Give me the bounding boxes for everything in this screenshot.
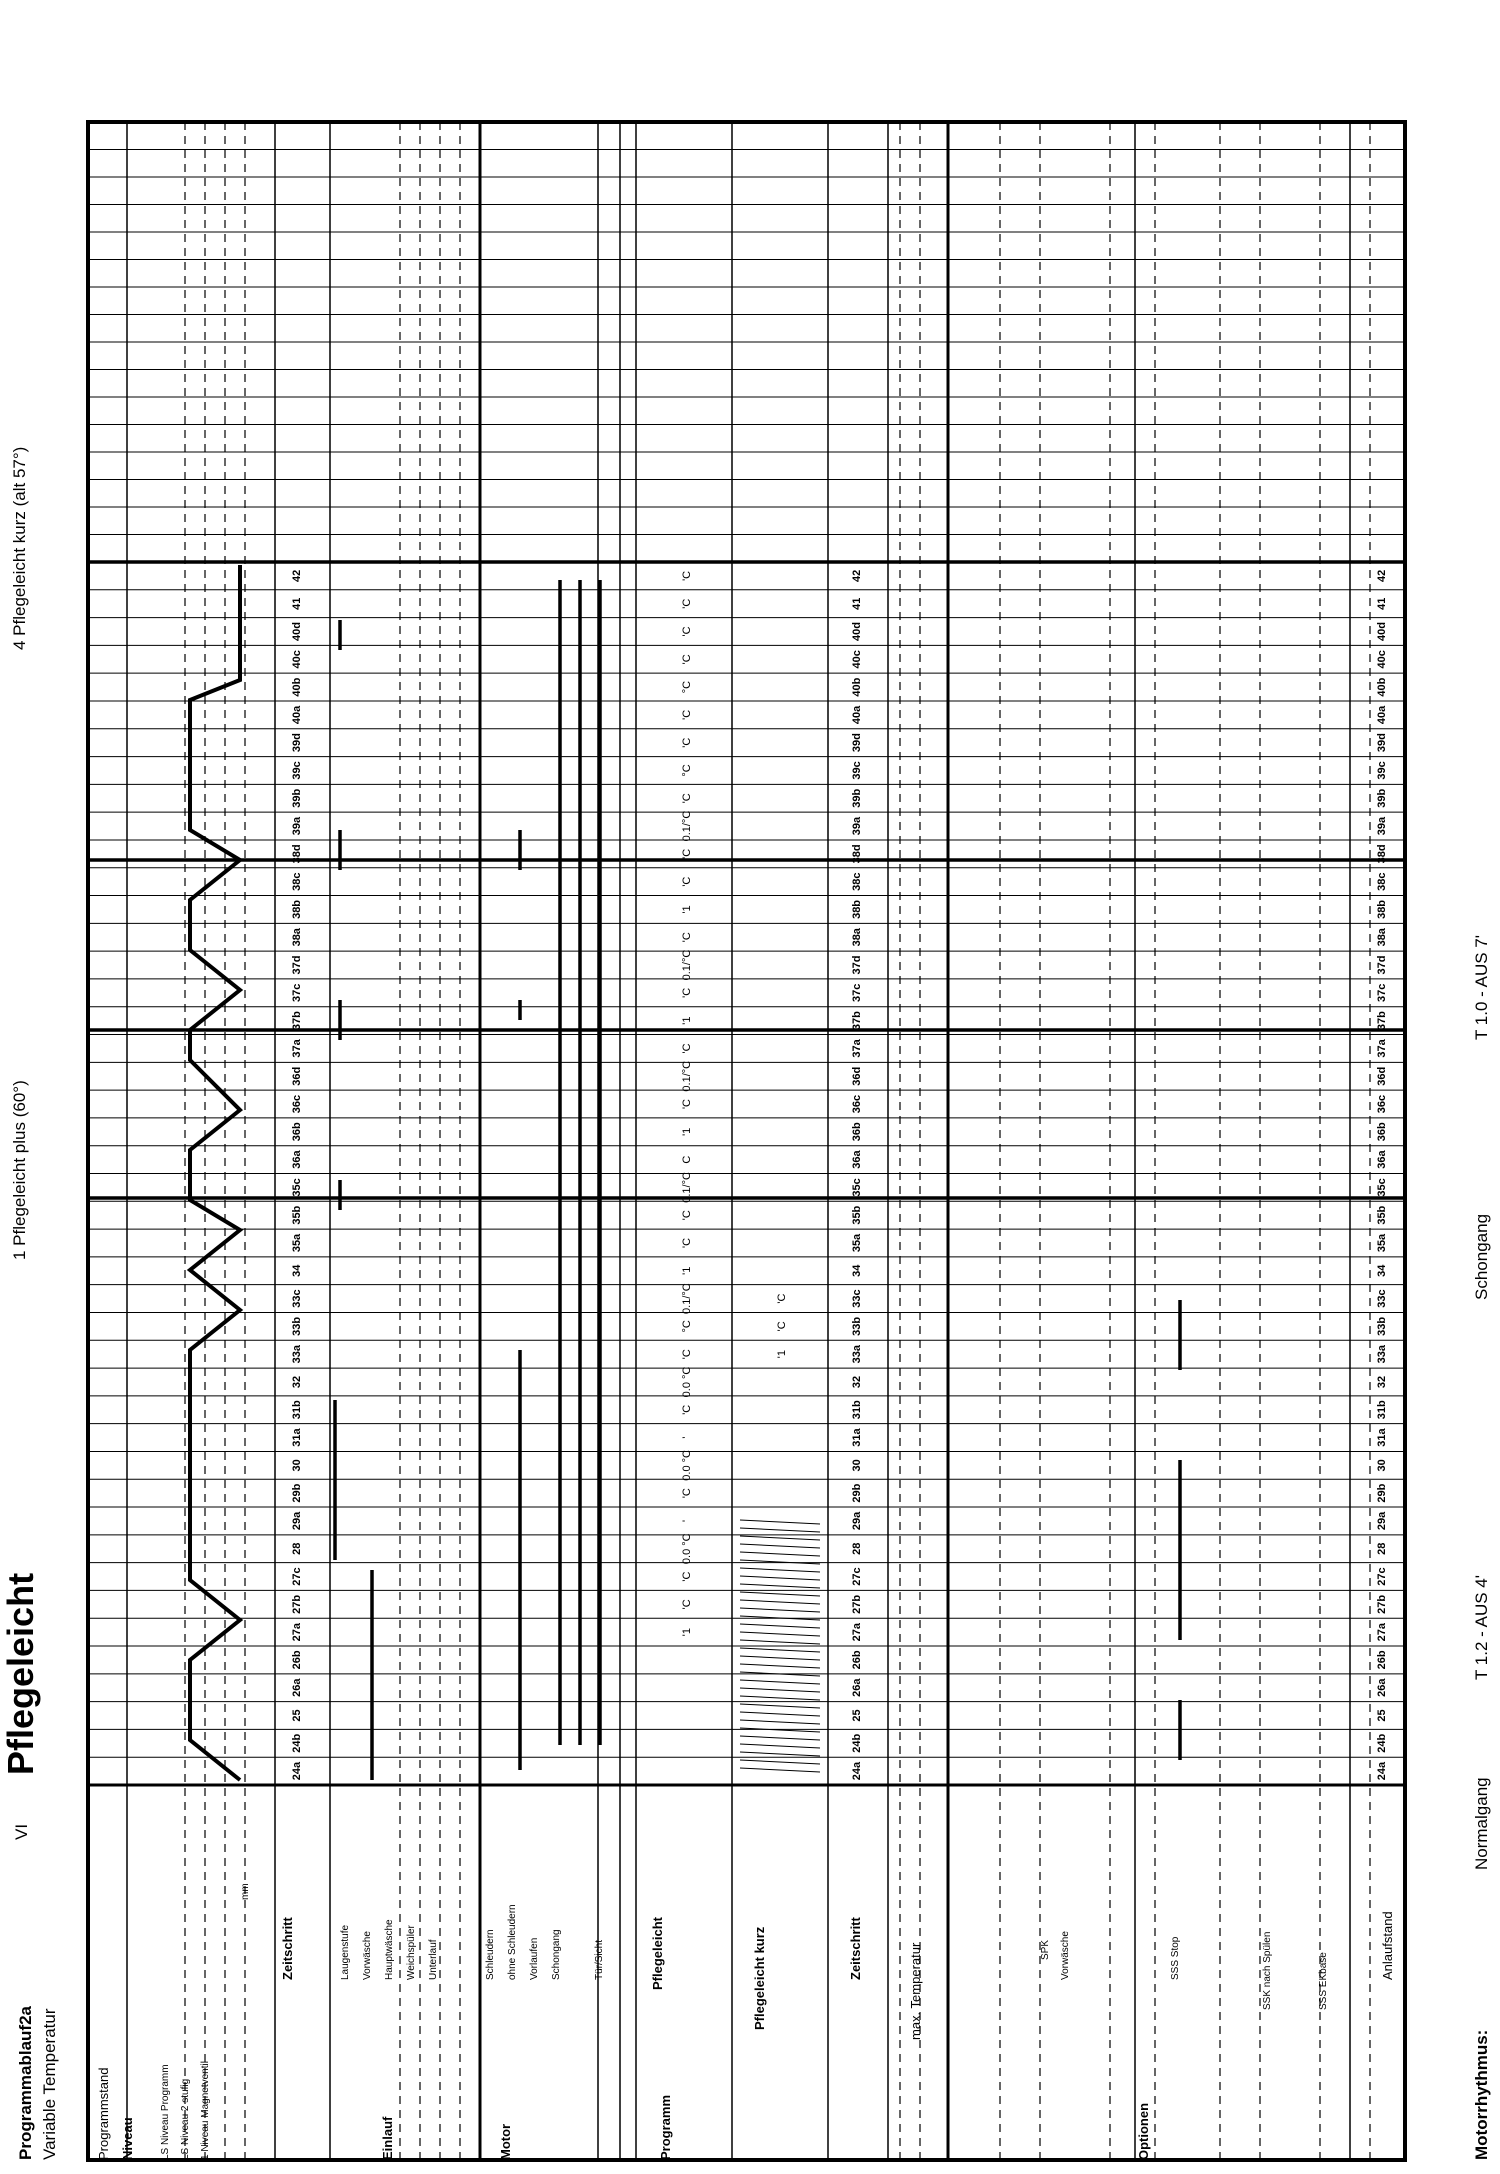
zeitschritt-mid-label: 31a — [851, 1428, 863, 1447]
zeitschritt-mid-label: 24b — [851, 1733, 863, 1753]
zeitschritt-mid-label: 39a — [851, 816, 863, 836]
pflegeleicht-value: '1 — [681, 1628, 693, 1637]
zeitschritt-label: 33a — [291, 1344, 303, 1364]
pflegeleicht-value: 'C — [681, 793, 693, 804]
anlaufstand-label: 41 — [1376, 597, 1388, 610]
label-optionen-group: Optionen — [1136, 2102, 1151, 2160]
pflegeleicht-value: 'C — [681, 1237, 693, 1249]
hatch-mark — [740, 1640, 820, 1644]
anlaufstand-label: 40a — [1376, 705, 1388, 725]
hatch-mark — [740, 1584, 820, 1588]
anlaufstand-label: 24a — [1376, 1761, 1388, 1781]
zeitschritt-label: 35b — [291, 1205, 303, 1225]
hatch-mark — [740, 1608, 820, 1612]
sheet-code: VI — [12, 1823, 31, 1840]
zeitschritt-mid-label: 31b — [851, 1400, 863, 1420]
pflegeleicht-value: 'C — [681, 876, 693, 887]
label-programmstand: Programmstand — [96, 2067, 111, 2160]
zeitschritt-mid-label: 36c — [851, 1094, 863, 1114]
zeitschritt-label: 39a — [291, 816, 303, 836]
label-einlauf-group: Einlauf — [380, 2116, 395, 2160]
zeitschritt-mid-label: 33a — [851, 1344, 863, 1364]
zeitschritt-label: 39d — [291, 733, 303, 753]
pflegeleicht-value: 'C — [681, 709, 693, 720]
pflegeleicht-value: 'C — [681, 1349, 693, 1360]
hatch-mark — [740, 1520, 820, 1524]
anlaufstand-label: 38c — [1376, 872, 1388, 891]
hatch-mark — [740, 1768, 820, 1772]
label-spk: SPK — [1040, 1939, 1051, 1960]
zeitschritt-label: 27b — [291, 1594, 303, 1614]
hatch-mark — [740, 1528, 820, 1532]
anlaufstand-label: 27c — [1376, 1567, 1388, 1586]
pflegeleicht-value: C — [681, 1155, 693, 1164]
pflegeleicht-value: 0.0 °C — [681, 1366, 693, 1398]
zeitschritt-mid-label: 37c — [851, 983, 863, 1003]
hatch-mark — [740, 1752, 820, 1756]
anlaufstand-label: 38a — [1376, 928, 1388, 947]
label-einlauf-1: Laugenstufe — [340, 1924, 351, 1980]
anlaufstand-label: 31b — [1376, 1400, 1388, 1420]
zeitschritt-mid-label: 27c — [851, 1567, 863, 1586]
anlaufstand-label: 24b — [1376, 1733, 1388, 1753]
pflegeleicht-value: '1 — [681, 1016, 693, 1025]
hatch-mark — [740, 1560, 820, 1564]
zeitschritt-mid-label: 37b — [851, 1011, 863, 1031]
pflegeleicht-value: 'C — [681, 1098, 693, 1110]
hatch-mark — [740, 1712, 820, 1716]
pflegeleicht-value: 0.1/°C — [681, 1283, 693, 1314]
zeitschritt-label: 39b — [291, 788, 303, 808]
zeitschritt-label: 27c — [291, 1567, 303, 1586]
footer-normalgang-label: Normalgang — [1472, 1777, 1491, 1870]
hatch-mark — [740, 1720, 820, 1724]
zeitschritt-label: 30 — [291, 1459, 303, 1472]
pflegeleicht-value: 0.1/°C — [681, 1060, 693, 1092]
zeitschritt-label: 26b — [291, 1650, 303, 1670]
hatch-mark — [740, 1696, 820, 1700]
pflegeleicht-value: °C — [681, 764, 693, 777]
pflegeleicht-value: 'C — [681, 654, 693, 665]
label-motor-2: ohne Schleudern — [507, 1904, 518, 1980]
zeitschritt-mid-label: 29b — [851, 1483, 863, 1503]
zeitschritt-label: 35a — [291, 1233, 303, 1253]
zeitschritt-mid-label: 36d — [851, 1066, 863, 1086]
label-max-temp: max. Temperatur — [908, 1942, 923, 2040]
label-zeitschritt-mid: Zeitschritt — [848, 1917, 863, 1980]
zeitschritt-mid-label: 38a — [851, 928, 863, 947]
hatch-mark — [740, 1680, 820, 1684]
zeitschritt-label: 42 — [291, 569, 303, 583]
zeitschritt-label: 37a — [291, 1039, 303, 1058]
document-id: Programmablauf2a — [16, 2006, 35, 2160]
label-motor-3: Vorlaufen — [529, 1937, 540, 1980]
pflegeleicht-kurz-value: 'C — [776, 1321, 788, 1332]
zeitschritt-mid-label: 28 — [851, 1542, 863, 1555]
hatch-mark — [740, 1552, 820, 1556]
zeitschritt-label: 26a — [291, 1678, 303, 1697]
pflegeleicht-kurz-value: '1 — [776, 1350, 788, 1359]
pflegeleicht-value: '1 — [681, 1266, 693, 1275]
anlaufstand-label: 27b — [1376, 1594, 1388, 1614]
hatch-mark — [740, 1664, 820, 1668]
anlaufstand-label: 37c — [1376, 983, 1388, 1003]
pflegeleicht-value: 'C — [681, 1210, 693, 1221]
niveau-curve — [190, 565, 240, 1780]
anlaufstand-label: 39b — [1376, 788, 1388, 808]
zeitschritt-label: 33c — [291, 1289, 303, 1308]
anlaufstand-label: 29a — [1376, 1511, 1388, 1531]
pflegeleicht-value: 'C — [681, 598, 693, 609]
hatch-mark — [740, 1600, 820, 1604]
footer-schongang-value: T 1.0 - AUS 7' — [1472, 935, 1491, 1040]
zeitschritt-mid-label: 24a — [851, 1761, 863, 1781]
anlaufstand-label: 36d — [1376, 1066, 1388, 1086]
pflegeleicht-value: °C — [681, 680, 693, 694]
zeitschritt-mid-label: 36a — [851, 1150, 863, 1169]
zeitschritt-mid-label: 40b — [851, 677, 863, 697]
zeitschritt-label: 31a — [291, 1428, 303, 1447]
zeitschritt-mid-label: 30 — [851, 1459, 863, 1472]
zeitschritt-mid-label: 37d — [851, 955, 863, 975]
zeitschritt-label: 28 — [291, 1542, 303, 1555]
page-subtitle: Variable Temperatur — [40, 2008, 59, 2160]
zeitschritt-label: 38b — [291, 899, 303, 919]
pflegeleicht-value: 'C — [681, 1599, 693, 1610]
zeitschritt-label: 33b — [291, 1316, 303, 1336]
zeitschritt-mid-label: 33b — [851, 1316, 863, 1336]
anlaufstand-label: 37d — [1376, 955, 1388, 975]
anlaufstand-label: 33b — [1376, 1316, 1388, 1336]
pflegeleicht-value: 0.0 °C — [681, 1450, 693, 1481]
footer-motorrhythmus-label: Motorrhythmus: — [1472, 2029, 1491, 2160]
anlaufstand-label: 39d — [1376, 733, 1388, 753]
anlaufstand-label: 36a — [1376, 1150, 1388, 1169]
zeitschritt-label: 24b — [291, 1733, 303, 1753]
zeitschritt-mid-label: 42 — [851, 569, 863, 583]
zeitschritt-label: 38a — [291, 928, 303, 947]
zeitschritt-mid-label: 39b — [851, 788, 863, 808]
anlaufstand-label: 33a — [1376, 1344, 1388, 1364]
anlaufstand-label: 36c — [1376, 1094, 1388, 1114]
pflegeleicht-value: 'C — [681, 737, 693, 748]
zeitschritt-label: 35c — [291, 1178, 303, 1197]
zeitschritt-label: 25 — [291, 1709, 303, 1722]
pflegeleicht-value: ' — [681, 1519, 693, 1522]
pflegeleicht-value: '1 — [681, 1127, 693, 1136]
hatch-mark — [740, 1536, 820, 1540]
zeitschritt-label: 36d — [291, 1066, 303, 1086]
zeitschritt-mid-label: 36b — [851, 1122, 863, 1142]
anlaufstand-label: 37a — [1376, 1039, 1388, 1058]
zeitschritt-label: 38d — [291, 844, 303, 864]
zeitschritt-mid-label: 38b — [851, 899, 863, 919]
hatch-mark — [740, 1576, 820, 1580]
zeitschritt-mid-label: 26a — [851, 1678, 863, 1697]
hatch-mark — [740, 1544, 820, 1548]
hatch-mark — [740, 1592, 820, 1596]
anlaufstand-label: 25 — [1376, 1709, 1388, 1722]
anlaufstand-label: 40c — [1376, 650, 1388, 669]
label-motor-group: Motor — [498, 2123, 513, 2160]
label-niveau-line-1: LS Niveau Programm — [160, 2064, 171, 2160]
pflegeleicht-value: 'C — [681, 987, 693, 998]
label-niveau-line-3: 1 Niveau Magnetventil — [200, 2061, 211, 2160]
zeitschritt-label: 36c — [291, 1094, 303, 1114]
zeitschritt-label: 36b — [291, 1122, 303, 1142]
anlaufstand-label: 35c — [1376, 1178, 1388, 1197]
zeitschritt-mid-label: 40d — [851, 622, 863, 641]
zeitschritt-mid-label: 25 — [851, 1709, 863, 1722]
pflegeleicht-kurz-value: 'C — [776, 1293, 788, 1304]
zeitschritt-label: 29b — [291, 1483, 303, 1503]
anlaufstand-label: 29b — [1376, 1483, 1388, 1503]
hatch-mark — [740, 1656, 820, 1660]
anlaufstand-label: 35b — [1376, 1205, 1388, 1225]
label-pflegeleicht: Pflegeleicht — [650, 1917, 665, 1990]
anlaufstand-label: 26a — [1376, 1678, 1388, 1697]
zeitschritt-mid-label: 40c — [851, 650, 863, 669]
pflegeleicht-value: 0.1/°C — [681, 810, 693, 842]
zeitschritt-mid-label: 39c — [851, 761, 863, 780]
pflegeleicht-value: 'C — [681, 1488, 693, 1499]
hatch-mark — [740, 1744, 820, 1748]
anlaufstand-label: 30 — [1376, 1459, 1388, 1472]
zeitschritt-label: 41 — [291, 597, 303, 610]
pflegeleicht-value: 0.0 °C — [681, 1533, 693, 1565]
hatch-mark — [740, 1704, 820, 1708]
label-vorwaesche: Vorwäsche — [1060, 1931, 1071, 1980]
zeitschritt-mid-label: 38c — [851, 872, 863, 891]
hatch-mark — [740, 1624, 820, 1628]
anlaufstand-label: 39c — [1376, 761, 1388, 780]
pflegeleicht-value: 'C — [681, 1571, 693, 1582]
zeitschritt-mid-label: 41 — [851, 597, 863, 610]
zeitschritt-mid-label: 35b — [851, 1205, 863, 1225]
anlaufstand-label: 42 — [1376, 569, 1388, 583]
zeitschritt-label: 37b — [291, 1011, 303, 1031]
pflegeleicht-value: 'C — [681, 570, 693, 581]
zeitschritt-mid-label: 27a — [851, 1622, 863, 1642]
label-ssk-spuelen: SSK nach Spülen — [1262, 1931, 1273, 2010]
zeitschritt-label: 32 — [291, 1375, 303, 1389]
label-mm: mm — [240, 1883, 251, 1900]
zeitschritt-mid-label: 35c — [851, 1178, 863, 1197]
pflegeleicht-value: ' — [681, 1436, 693, 1439]
zeitschritt-mid-label: 37a — [851, 1039, 863, 1058]
label-tuer: Tür/Sicht — [594, 1939, 605, 1980]
label-programm-group: Programm — [658, 2094, 673, 2160]
zeitschritt-mid-label: 27b — [851, 1594, 863, 1614]
anlaufstand-label: 27a — [1376, 1622, 1388, 1642]
label-einlauf-3: Hauptwäsche — [384, 1919, 395, 1980]
label-niveau-line-2: LS Niveau 2 stufig — [180, 2078, 191, 2160]
pflegeleicht-value: 'C — [681, 932, 693, 943]
anlaufstand-label: 39a — [1376, 816, 1388, 836]
zeitschritt-label: 27a — [291, 1622, 303, 1642]
hatch-mark — [740, 1688, 820, 1692]
pflegeleicht-value: 'C — [681, 1043, 693, 1054]
label-zeitschritt-top: Zeitschritt — [280, 1917, 295, 1980]
zeitschritt-label: 40a — [291, 705, 303, 725]
zeitschritt-label: 37c — [291, 983, 303, 1003]
label-motor-1: Schleudern — [485, 1929, 496, 1980]
anlaufstand-label: 37b — [1376, 1011, 1388, 1031]
pflegeleicht-value: 'C — [681, 1404, 693, 1415]
zeitschritt-mid-label: 35a — [851, 1233, 863, 1253]
hatch-mark — [740, 1728, 820, 1732]
zeitschritt-label: 34 — [291, 1264, 303, 1277]
anlaufstand-label: 28 — [1376, 1542, 1388, 1555]
pflegeleicht-value: 'C — [681, 848, 693, 859]
label-einlauf-5: Unterlauf — [428, 1939, 439, 1980]
table-frame — [88, 122, 1405, 2160]
anlaufstand-label: 33c — [1376, 1289, 1388, 1308]
zeitschritt-mid-label: 40a — [851, 705, 863, 725]
label-sss-stop: SSS Stop — [1170, 1936, 1181, 1980]
pflegeleicht-value: °C — [681, 1320, 693, 1333]
section-1-label: 1 Pflegeleicht plus (60°) — [10, 1080, 29, 1260]
footer-schongang-label: Schongang — [1472, 1213, 1491, 1300]
zeitschritt-mid-label: 32 — [851, 1375, 863, 1389]
footer-normalgang-value: T 1.2 - AUS 4' — [1472, 1575, 1491, 1680]
label-sss-ekbase: SSS EKbase — [1318, 1952, 1329, 2010]
zeitschritt-label: 36a — [291, 1150, 303, 1169]
zeitschritt-label: 40d — [291, 622, 303, 641]
pflegeleicht-value: 0.1/°C — [681, 1172, 693, 1203]
zeitschritt-label: 40c — [291, 650, 303, 669]
anlaufstand-label: 32 — [1376, 1375, 1388, 1389]
hatch-mark — [740, 1736, 820, 1740]
label-pflegeleicht-kurz: Pflegeleicht kurz — [752, 1926, 767, 2030]
zeitschritt-label: 38c — [291, 872, 303, 891]
zeitschritt-label: 24a — [291, 1761, 303, 1781]
label-motor-4: Schongang — [551, 1929, 562, 1980]
zeitschritt-label: 31b — [291, 1400, 303, 1420]
anlaufstand-label: 36b — [1376, 1122, 1388, 1142]
zeitschritt-mid-label: 39d — [851, 733, 863, 753]
hatch-mark — [740, 1648, 820, 1652]
zeitschritt-label: 37d — [291, 955, 303, 975]
section-4-label: 4 Pflegeleicht kurz (alt 57°) — [10, 446, 29, 650]
anlaufstand-label: 26b — [1376, 1650, 1388, 1670]
label-einlauf-2: Vorwäsche — [362, 1931, 373, 1980]
label-niveau-group: Niveau — [120, 2117, 135, 2160]
anlaufstand-label: 38b — [1376, 899, 1388, 919]
anlaufstand-label: 31a — [1376, 1428, 1388, 1447]
zeitschritt-label: 40b — [291, 677, 303, 697]
zeitschritt-mid-label: 38d — [851, 844, 863, 864]
label-anlaufstand: Anlaufstand — [1380, 1911, 1395, 1980]
anlaufstand-label: 40b — [1376, 677, 1388, 697]
anlaufstand-label: 35a — [1376, 1233, 1388, 1253]
pflegeleicht-value: '1 — [681, 905, 693, 914]
hatch-mark — [740, 1760, 820, 1764]
zeitschritt-mid-label: 34 — [851, 1264, 863, 1277]
zeitschritt-mid-label: 29a — [851, 1511, 863, 1531]
anlaufstand-label: 38d — [1376, 844, 1388, 864]
page-title: Pflegeleicht — [0, 1572, 41, 1775]
zeitschritt-mid-label: 26b — [851, 1650, 863, 1670]
zeitschritt-label: 39c — [291, 761, 303, 780]
label-einlauf-4: Weichspüler — [406, 1925, 417, 1980]
anlaufstand-label: 34 — [1376, 1264, 1388, 1277]
hatch-mark — [740, 1632, 820, 1636]
pflegeleicht-value: 'C — [681, 626, 693, 637]
anlaufstand-label: 40d — [1376, 622, 1388, 641]
zeitschritt-mid-label: 33c — [851, 1289, 863, 1308]
zeitschritt-label: 29a — [291, 1511, 303, 1531]
hatch-mark — [740, 1568, 820, 1572]
pflegeleicht-value: 0.1/°C — [681, 949, 693, 981]
